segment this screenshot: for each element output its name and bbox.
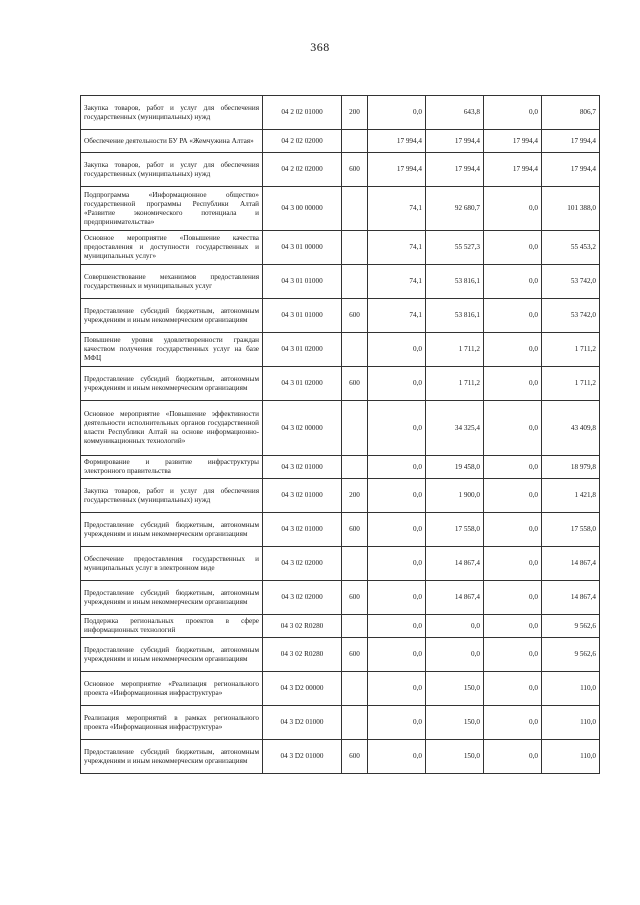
row-value-1: 74,1 (368, 231, 426, 265)
table-row (81, 513, 600, 547)
row-code-cell: 04 2 02 02000 (263, 153, 342, 187)
row-name-cell: Закупка товаров, работ и услуг для обеспечения государственных (муниципальных) нужд (81, 96, 263, 130)
row-value-2: 150,0 (426, 672, 484, 706)
row-value-1: 0,0 (368, 333, 426, 367)
row-value-4: 53 742,0 (542, 265, 600, 299)
row-value-2: 0,0 (426, 638, 484, 672)
row-value-4: 110,0 (542, 706, 600, 740)
row-value-2: 17 994,4 (426, 153, 484, 187)
table-row (81, 96, 600, 130)
row-value-2: 1 711,2 (426, 333, 484, 367)
row-value-2: 150,0 (426, 706, 484, 740)
row-value-1: 0,0 (368, 740, 426, 774)
row-value-2: 1 711,2 (426, 367, 484, 401)
row-value-4: 1 711,2 (542, 367, 600, 401)
row-value-4: 55 453,2 (542, 231, 600, 265)
row-value-1: 0,0 (368, 513, 426, 547)
row-code-cell: 04 3 02 02000 (263, 581, 342, 615)
row-name-cell: Обеспечение деятельности БУ РА «Жемчужина Алтая» (81, 130, 263, 153)
row-value-4: 9 562,6 (542, 638, 600, 672)
row-code-cell: 04 3 01 01000 (263, 299, 342, 333)
row-value-3: 0,0 (484, 265, 542, 299)
row-value-3: 0,0 (484, 581, 542, 615)
row-value-1: 0,0 (368, 456, 426, 479)
table-body (81, 96, 600, 774)
row-value-1: 0,0 (368, 581, 426, 615)
row-name-cell: Закупка товаров, работ и услуг для обеспечения государственных (муниципальных) нужд (81, 479, 263, 513)
row-value-4: 101 388,0 (542, 187, 600, 231)
table-row (81, 479, 600, 513)
row-value-3: 0,0 (484, 672, 542, 706)
row-value-3: 0,0 (484, 96, 542, 130)
row-type-cell: 200 (342, 479, 368, 513)
row-name-cell: Совершенствование механизмов предоставления государственных и муниципальных услуг (81, 265, 263, 299)
table-row (81, 456, 600, 479)
row-code-cell: 04 2 02 01000 (263, 96, 342, 130)
row-type-cell: 600 (342, 638, 368, 672)
row-value-2: 17 558,0 (426, 513, 484, 547)
row-code-cell: 04 3 02 01000 (263, 479, 342, 513)
row-value-1: 74,1 (368, 299, 426, 333)
row-type-cell (342, 231, 368, 265)
row-value-4: 806,7 (542, 96, 600, 130)
table-row (81, 187, 600, 231)
table-row (81, 367, 600, 401)
row-value-3: 0,0 (484, 456, 542, 479)
row-name-cell: Основное мероприятие «Реализация регионального проекта «Информационная инфраструктура» (81, 672, 263, 706)
row-code-cell: 04 3 02 00000 (263, 401, 342, 456)
row-code-cell: 04 3 D2 01000 (263, 706, 342, 740)
row-value-3: 0,0 (484, 299, 542, 333)
row-value-1: 0,0 (368, 672, 426, 706)
row-code-cell: 04 3 01 01000 (263, 265, 342, 299)
row-code-cell: 04 3 01 00000 (263, 231, 342, 265)
row-value-3: 0,0 (484, 367, 542, 401)
row-value-2: 53 816,1 (426, 299, 484, 333)
row-name-cell: Предоставление субсидий бюджетным, автономным учреждениям и иным некоммерческим организациям (81, 638, 263, 672)
row-value-1: 17 994,4 (368, 153, 426, 187)
row-type-cell (342, 456, 368, 479)
row-code-cell: 04 3 02 R0280 (263, 638, 342, 672)
table-row (81, 299, 600, 333)
row-value-1: 0,0 (368, 638, 426, 672)
row-name-cell: Предоставление субсидий бюджетным, автономным учреждениям и иным некоммерческим организациям (81, 299, 263, 333)
row-code-cell: 04 3 D2 01000 (263, 740, 342, 774)
row-type-cell (342, 401, 368, 456)
row-code-cell: 04 3 02 R0280 (263, 615, 342, 638)
row-value-4: 17 994,4 (542, 130, 600, 153)
table-row (81, 672, 600, 706)
row-code-cell: 04 3 01 02000 (263, 367, 342, 401)
page-number: 368 (310, 40, 330, 54)
row-value-2: 643,8 (426, 96, 484, 130)
row-name-cell: Закупка товаров, работ и услуг для обеспечения государственных (муниципальных) нужд (81, 153, 263, 187)
row-value-1: 0,0 (368, 401, 426, 456)
row-value-1: 0,0 (368, 706, 426, 740)
row-value-4: 53 742,0 (542, 299, 600, 333)
row-value-1: 0,0 (368, 615, 426, 638)
row-value-4: 14 867,4 (542, 581, 600, 615)
row-value-2: 92 680,7 (426, 187, 484, 231)
row-code-cell: 04 3 02 01000 (263, 513, 342, 547)
row-code-cell: 04 3 D2 00000 (263, 672, 342, 706)
table-row (81, 740, 600, 774)
table-row (81, 130, 600, 153)
row-value-4: 43 409,8 (542, 401, 600, 456)
row-value-2: 1 900,0 (426, 479, 484, 513)
row-value-1: 0,0 (368, 479, 426, 513)
row-value-1: 0,0 (368, 547, 426, 581)
row-type-cell: 600 (342, 740, 368, 774)
row-value-4: 17 558,0 (542, 513, 600, 547)
row-code-cell: 04 3 02 02000 (263, 547, 342, 581)
row-value-4: 9 562,6 (542, 615, 600, 638)
row-type-cell: 600 (342, 513, 368, 547)
row-code-cell: 04 3 00 00000 (263, 187, 342, 231)
row-value-3: 17 994,4 (484, 153, 542, 187)
row-type-cell: 600 (342, 367, 368, 401)
table-row (81, 401, 600, 456)
table-row (81, 581, 600, 615)
row-value-4: 14 867,4 (542, 547, 600, 581)
row-value-4: 110,0 (542, 740, 600, 774)
budget-table (80, 95, 600, 774)
table-row (81, 231, 600, 265)
row-type-cell: 600 (342, 299, 368, 333)
row-value-2: 150,0 (426, 740, 484, 774)
row-value-2: 14 867,4 (426, 581, 484, 615)
row-code-cell: 04 2 02 02000 (263, 130, 342, 153)
row-type-cell (342, 187, 368, 231)
row-type-cell (342, 615, 368, 638)
row-name-cell: Подпрограмма «Информационное общество» государственной программы Республики Алтай «Развитие экономического потенциала и предпринимательства» (81, 187, 263, 231)
row-type-cell: 600 (342, 581, 368, 615)
row-value-3: 0,0 (484, 615, 542, 638)
row-value-1: 17 994,4 (368, 130, 426, 153)
row-name-cell: Повышение уровня удовлетворенности граждан качеством получения государственных услуг на базе МФЦ (81, 333, 263, 367)
row-value-1: 74,1 (368, 265, 426, 299)
row-value-2: 0,0 (426, 615, 484, 638)
row-code-cell: 04 3 02 01000 (263, 456, 342, 479)
row-value-3: 0,0 (484, 740, 542, 774)
row-value-1: 0,0 (368, 96, 426, 130)
row-type-cell (342, 547, 368, 581)
row-type-cell (342, 706, 368, 740)
row-type-cell (342, 333, 368, 367)
row-value-4: 1 711,2 (542, 333, 600, 367)
row-value-3: 0,0 (484, 479, 542, 513)
row-value-4: 18 979,8 (542, 456, 600, 479)
row-value-3: 0,0 (484, 333, 542, 367)
row-type-cell: 600 (342, 153, 368, 187)
row-value-1: 74,1 (368, 187, 426, 231)
row-value-2: 55 527,3 (426, 231, 484, 265)
table-row (81, 153, 600, 187)
row-value-3: 0,0 (484, 547, 542, 581)
row-value-2: 53 816,1 (426, 265, 484, 299)
row-value-4: 17 994,4 (542, 153, 600, 187)
row-value-2: 14 867,4 (426, 547, 484, 581)
row-name-cell: Основное мероприятие «Повышение качества предоставления и доступности государственных и муниципальных услуг» (81, 231, 263, 265)
row-value-4: 1 421,8 (542, 479, 600, 513)
table-row (81, 547, 600, 581)
row-name-cell: Основное мероприятие «Повышение эффективности деятельности исполнительных органов государственной власти Республики Алтай на основе информационно-коммуникационных технологий» (81, 401, 263, 456)
table-row (81, 265, 600, 299)
row-value-3: 0,0 (484, 706, 542, 740)
row-value-3: 0,0 (484, 638, 542, 672)
row-type-cell: 200 (342, 96, 368, 130)
row-code-cell: 04 3 01 02000 (263, 333, 342, 367)
row-value-3: 0,0 (484, 187, 542, 231)
row-type-cell (342, 265, 368, 299)
table-row (81, 333, 600, 367)
row-name-cell: Реализация мероприятий в рамках регионального проекта «Информационная инфраструктура» (81, 706, 263, 740)
row-value-2: 19 458,0 (426, 456, 484, 479)
row-value-3: 0,0 (484, 513, 542, 547)
row-type-cell (342, 130, 368, 153)
row-type-cell (342, 672, 368, 706)
row-value-2: 34 325,4 (426, 401, 484, 456)
row-name-cell: Предоставление субсидий бюджетным, автономным учреждениям и иным некоммерческим организациям (81, 367, 263, 401)
row-value-4: 110,0 (542, 672, 600, 706)
row-value-3: 0,0 (484, 401, 542, 456)
row-name-cell: Предоставление субсидий бюджетным, автономным учреждениям и иным некоммерческим организациям (81, 581, 263, 615)
row-value-3: 0,0 (484, 231, 542, 265)
row-value-1: 0,0 (368, 367, 426, 401)
table-row (81, 615, 600, 638)
table-row (81, 638, 600, 672)
row-value-2: 17 994,4 (426, 130, 484, 153)
row-name-cell: Обеспечение предоставления государственных и муниципальных услуг в электронном виде (81, 547, 263, 581)
table-row (81, 706, 600, 740)
row-name-cell: Поддержка региональных проектов в сфере информационных технологий (81, 615, 263, 638)
row-value-3: 17 994,4 (484, 130, 542, 153)
row-name-cell: Предоставление субсидий бюджетным, автономным учреждениям и иным некоммерческим организациям (81, 513, 263, 547)
row-name-cell: Предоставление субсидий бюджетным, автономным учреждениям и иным некоммерческим организациям (81, 740, 263, 774)
row-name-cell: Формирование и развитие инфраструктуры электронного правительства (81, 456, 263, 479)
